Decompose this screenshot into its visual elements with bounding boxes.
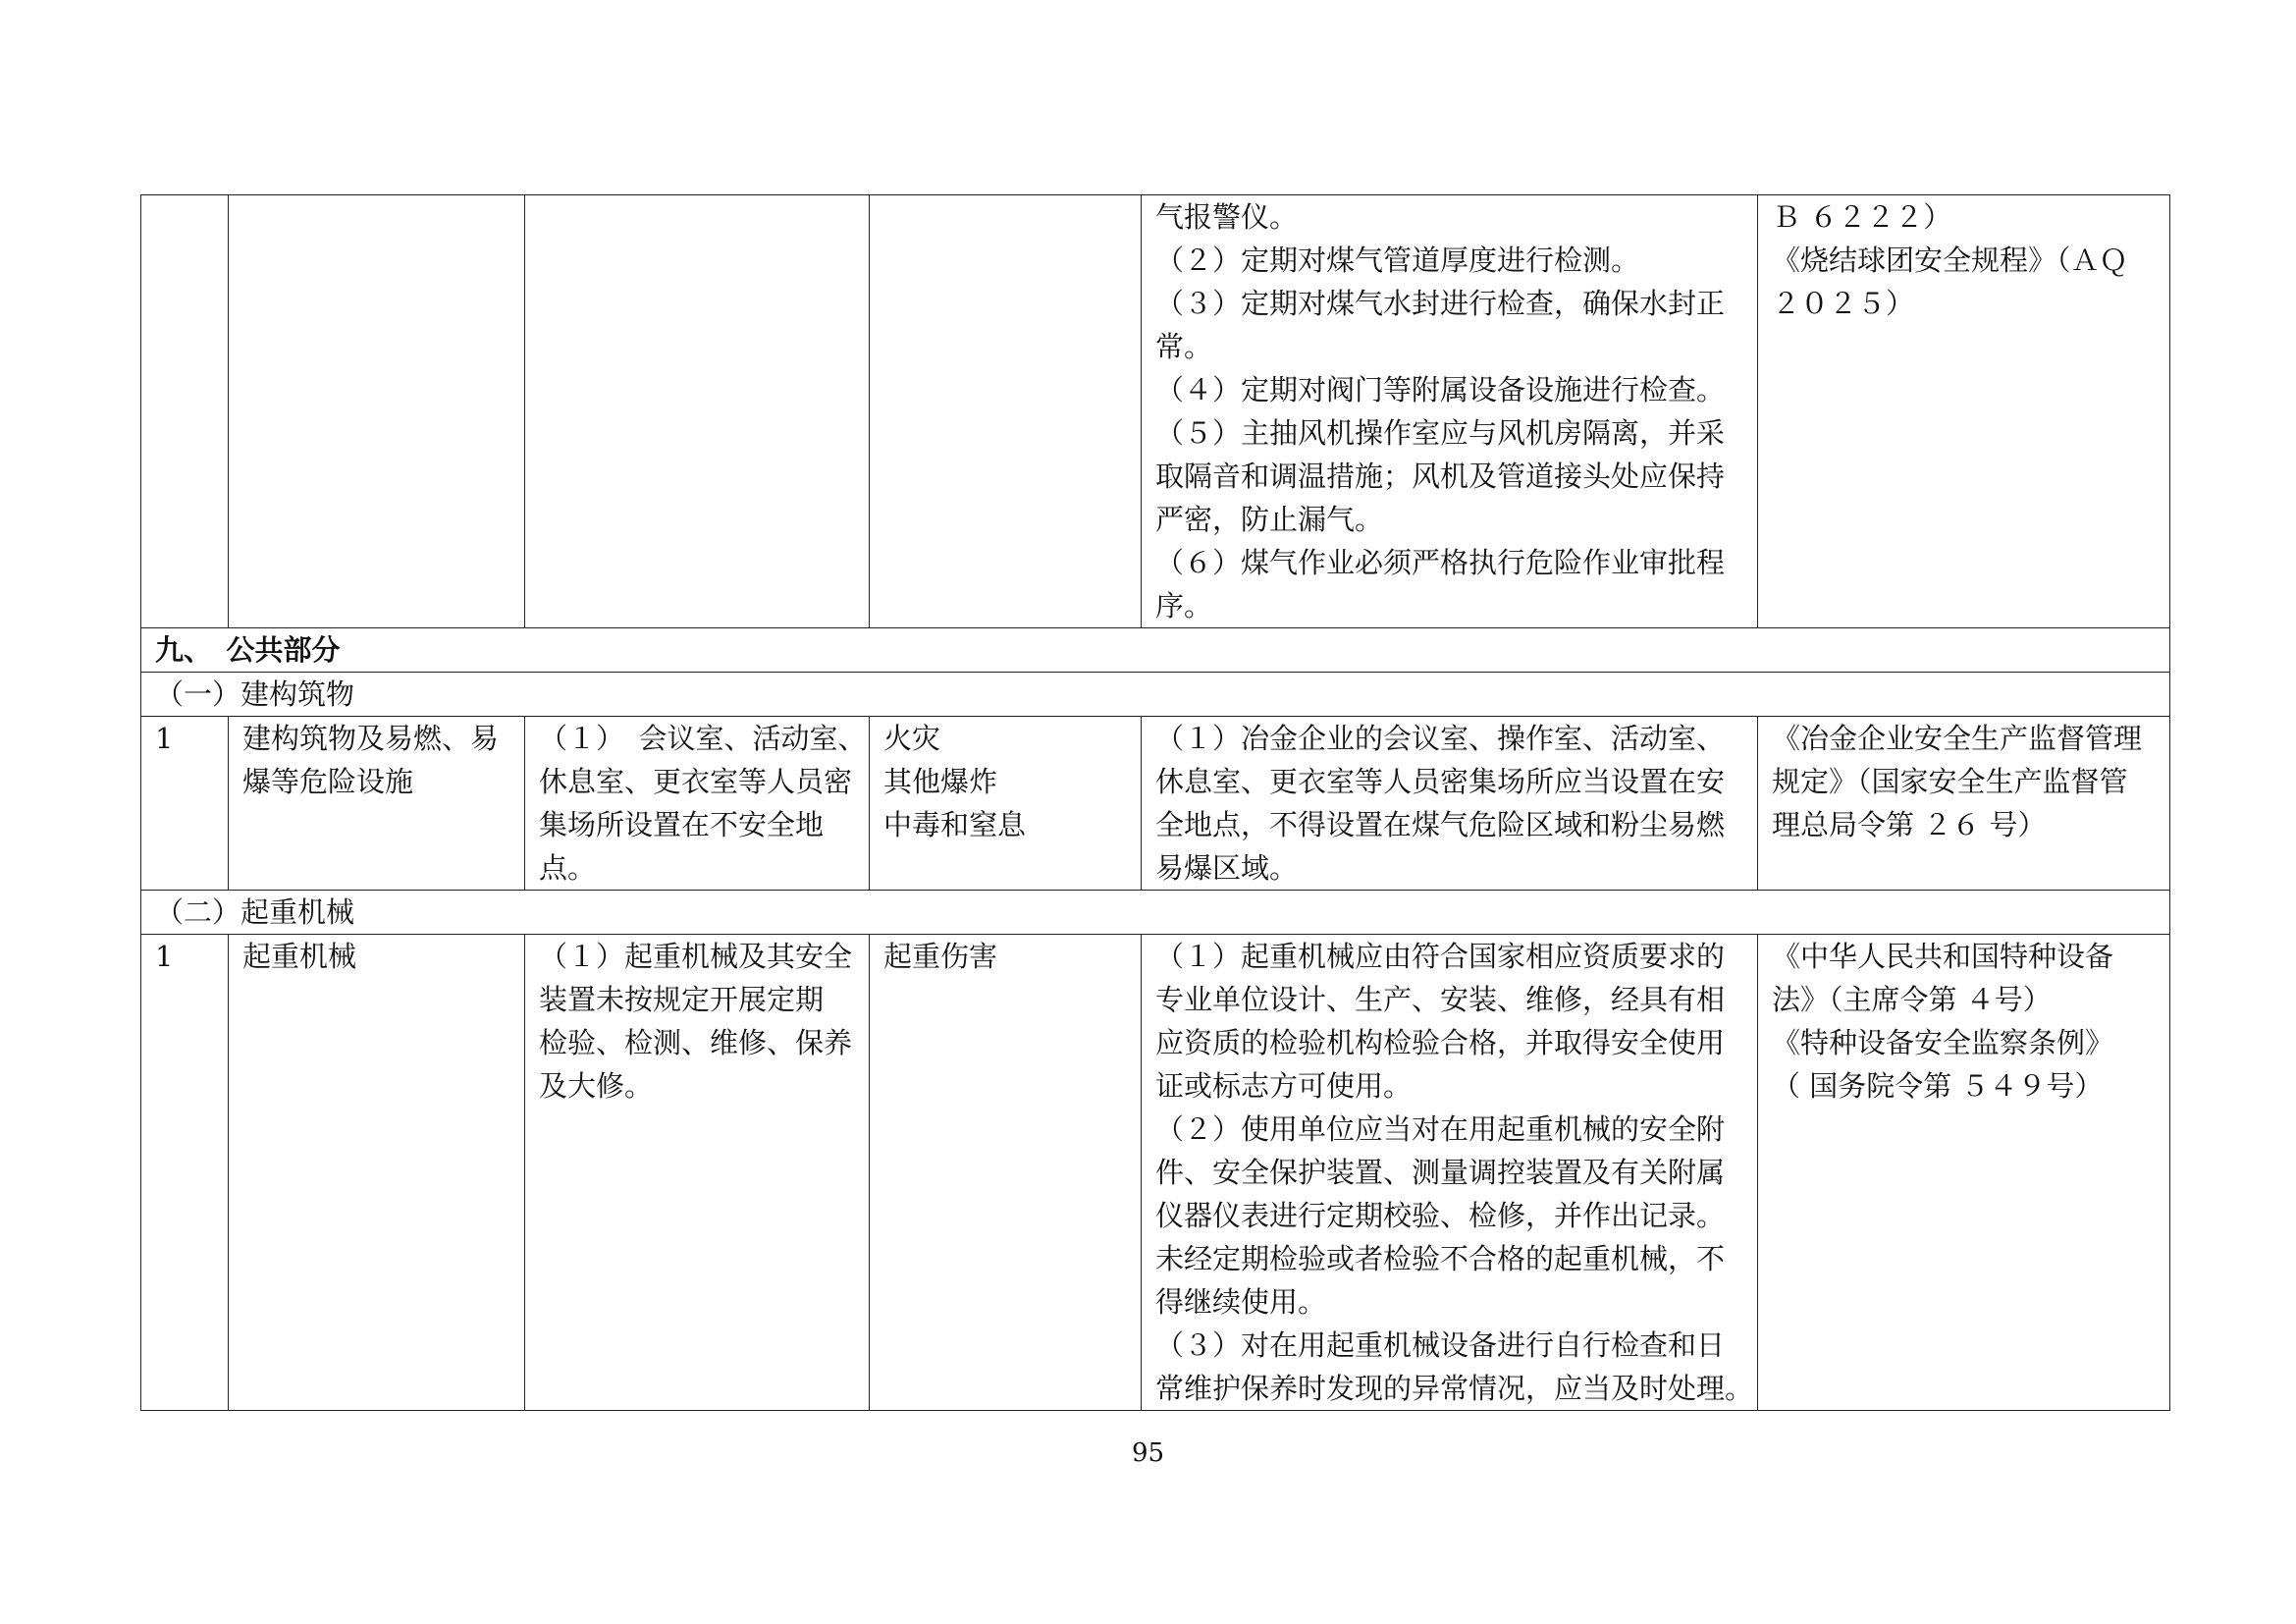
cell-num: 1 xyxy=(141,717,229,891)
text-line: 《中华人民共和国特种设备 xyxy=(1772,940,2114,973)
text-line: （ 国务院令第 ５４９号） xyxy=(1772,1069,2104,1103)
cell-item xyxy=(229,717,525,891)
cell-measures xyxy=(1142,195,1758,628)
cell-accident-empty xyxy=(870,195,1142,628)
text-line: 常维护保养时发现的异常情况，应当及时处理。 xyxy=(1155,1372,1754,1405)
cell-basis xyxy=(1758,935,2170,1411)
text-line: 严密，防止漏气。 xyxy=(1155,503,1384,536)
table-row xyxy=(141,935,2170,1411)
subsection-heading-buildings: （一）建构筑物 xyxy=(141,673,2170,717)
text-line: （１）起重机械及其安全 xyxy=(539,940,853,973)
text-line: 起重机械 xyxy=(242,940,357,973)
cell-item xyxy=(229,935,525,1411)
text-line: （２）定期对煤气管道厚度进行检测。 xyxy=(1155,244,1640,277)
cell-num: 1 xyxy=(141,935,229,1411)
text-line: （６）煤气作业必须严格执行危险作业审批程 xyxy=(1155,546,1726,579)
text-line: ２０２５） xyxy=(1772,287,1915,320)
text-line: 《冶金企业安全生产监督管理 xyxy=(1772,722,2143,755)
text-line: （２）使用单位应当对在用起重机械的安全附 xyxy=(1155,1112,1726,1146)
cell-accident xyxy=(870,717,1142,891)
text-line: （５）主抽风机操作室应与风机房隔离，并采 xyxy=(1155,416,1726,450)
text-line: Ｂ ６２２２） xyxy=(1772,200,1952,234)
text-line: 检验、检测、维修、保养 xyxy=(539,1026,853,1059)
text-line: 集场所设置在不安全地 xyxy=(539,808,825,841)
text-line: 装置未按规定开展定期 xyxy=(539,983,825,1016)
text-line: 全地点，不得设置在煤气危险区域和粉尘易燃 xyxy=(1155,808,1726,841)
text-line: 建构筑物及易燃、易 xyxy=(242,722,500,755)
cell-accident xyxy=(870,935,1142,1411)
text-line: 件、安全保护装置、测量调控装置及有关附属 xyxy=(1155,1156,1726,1189)
subsection-heading-cranes: （二）起重机械 xyxy=(141,891,2170,935)
cell-basis xyxy=(1758,717,2170,891)
table-row-continued xyxy=(141,195,2170,628)
text-line: 规定》（国家安全生产监督管 xyxy=(1772,765,2128,798)
text-line: 爆等危险设施 xyxy=(242,765,414,798)
text-line: 取隔音和调温措施；风机及管道接头处应保持 xyxy=(1155,460,1726,493)
text-line: 《特种设备安全监察条例》 xyxy=(1772,1026,2114,1059)
cell-measures xyxy=(1142,717,1758,891)
hazard-table xyxy=(140,194,2170,1411)
text-line: 点。 xyxy=(539,851,597,885)
text-line: 气报警仪。 xyxy=(1155,200,1299,234)
text-line: 火灾 xyxy=(883,722,941,755)
text-line: 中毒和窒息 xyxy=(883,808,1027,841)
cell-num-empty xyxy=(141,195,229,628)
section-heading: 九、 公共部分 xyxy=(141,628,2170,673)
text-line: 应资质的检验机构检验合格，并取得安全使用 xyxy=(1155,1026,1726,1059)
text-line: （１）冶金企业的会议室、操作室、活动室、 xyxy=(1155,722,1726,755)
text-line: 常。 xyxy=(1155,330,1213,363)
text-line: 得继续使用。 xyxy=(1155,1285,1327,1319)
text-line: 易爆区域。 xyxy=(1155,851,1299,885)
cell-hazard xyxy=(525,935,870,1411)
text-line: 休息室、更衣室等人员密集场所应当设置在安 xyxy=(1155,765,1726,798)
cell-hazard xyxy=(525,717,870,891)
table-row xyxy=(141,717,2170,891)
text-line: 仪器仪表进行定期校验、检修，并作出记录。 xyxy=(1155,1199,1726,1232)
subsection-row xyxy=(141,673,2170,717)
text-line: 其他爆炸 xyxy=(883,765,998,798)
cell-measures xyxy=(1142,935,1758,1411)
cell-hazard-empty xyxy=(525,195,870,628)
section-heading-row xyxy=(141,628,2170,673)
text-line: （３）定期对煤气水封进行检查，确保水封正 xyxy=(1155,287,1726,320)
text-line: 证或标志方可使用。 xyxy=(1155,1069,1413,1103)
text-line: （４）定期对阀门等附属设备设施进行检查。 xyxy=(1155,373,1726,406)
text-line: 及大修。 xyxy=(539,1069,654,1103)
text-line: （１）起重机械应由符合国家相应资质要求的 xyxy=(1155,940,1726,973)
text-line: 序。 xyxy=(1155,589,1213,623)
text-line: 专业单位设计、生产、安装、维修，经具有相 xyxy=(1155,983,1726,1016)
text-line: 理总局令第 ２６ 号） xyxy=(1772,808,2047,841)
cell-item-empty xyxy=(229,195,525,628)
page-number: 95 xyxy=(1131,1438,1165,1468)
text-line: （１） 会议室、活动室、 xyxy=(539,722,867,755)
text-line: 《烧结球团安全规程》（ＡＱ xyxy=(1772,244,2128,277)
subsection-row xyxy=(141,891,2170,935)
text-line: 未经定期检验或者检验不合格的起重机械，不 xyxy=(1155,1242,1726,1275)
text-line: 法》（主席令第 ４号） xyxy=(1772,983,2052,1016)
text-line: （３）对在用起重机械设备进行自行检查和日 xyxy=(1155,1328,1726,1362)
text-line: 起重伤害 xyxy=(883,940,998,973)
cell-basis xyxy=(1758,195,2170,628)
text-line: 休息室、更衣室等人员密 xyxy=(539,765,853,798)
